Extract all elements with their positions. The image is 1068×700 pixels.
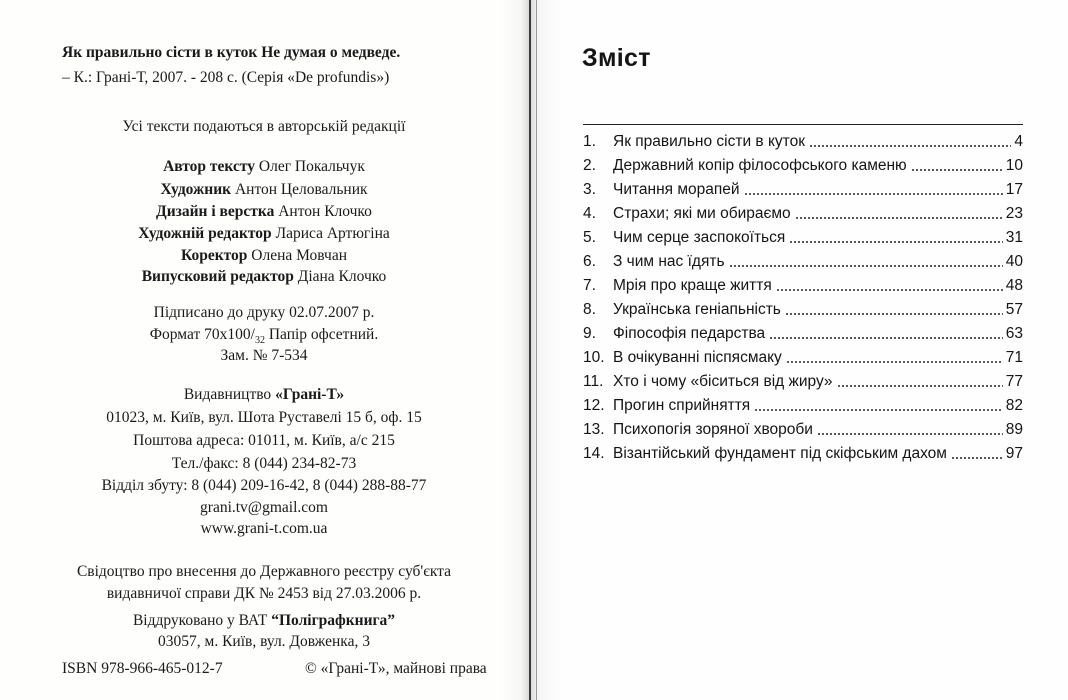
imprint-page — [0, 0, 528, 700]
publication-line: – К.: Грані-Т, 2007. - 208 с. (Серія «De profundis») — [62, 69, 390, 86]
credit-artist: Художник Антон Целовальник — [160, 181, 368, 198]
toc-dot-leader — [837, 385, 1003, 387]
toc-dot-leader — [776, 289, 1003, 291]
order-number: Зам. № 7-534 — [220, 347, 308, 364]
signed-date: Підписано до друку 02.07.2007 р. — [153, 304, 375, 321]
toc-dot-leader — [817, 433, 1003, 435]
certificate-line-2: видавничої справи ДК № 2453 від 27.03.2006 р. — [106, 585, 422, 602]
copyright: © «Грані-Т», майнові права — [305, 660, 487, 677]
credit-design: Дизайн і верстка Антон Клочко — [156, 203, 372, 220]
toc-entry: 3. Читання морапей 17 — [583, 181, 1023, 198]
toc-entry: 6. З чим нас їдять 40 — [583, 253, 1023, 270]
toc-dot-leader — [809, 145, 1011, 147]
gutter-fold-line-secondary — [536, 0, 537, 700]
credit-art-editor: Художній редактор Лариса Артюгіна — [138, 225, 390, 242]
printer-address: 03057, м. Київ, вул. Довженка, 3 — [158, 633, 370, 650]
email: grani.tv@gmail.com — [200, 499, 328, 516]
toc-entry: 4. Страхи; які ми обираємо 23 — [583, 205, 1023, 222]
toc-entry: 10. В очікуванні піспясмаку 71 — [583, 349, 1023, 366]
toc-entry: 5. Чим серце заспокоїться 31 — [583, 229, 1023, 246]
toc-title: Зміст — [582, 44, 651, 72]
format-line: Формат $70х100/_{32}$ Папір офсетний. — [149, 326, 379, 346]
isbn: ISBN 978-966-465-012-7 — [62, 660, 223, 677]
toc-dot-leader — [795, 217, 1003, 219]
editorial-note: Усі тексти подаються в авторській редакції — [122, 118, 406, 135]
website: www.grani-t.com.ua — [200, 520, 328, 537]
gutter-fold-line — [529, 0, 531, 700]
toc-divider — [583, 124, 1023, 125]
toc-entry: 7. Мрія про краще життя 48 — [583, 277, 1023, 294]
toc-entry: 11. Хто і чому «біситься від жиру» 77 — [583, 373, 1023, 390]
book-title: Як правильно сісти в куток Не думая о медведе. — [62, 44, 401, 61]
toc-dot-leader — [951, 457, 1003, 459]
toc-entry: 2. Державний копір філософського каменю 10 — [583, 157, 1023, 174]
toc-entry: 8. Українська геніапьність 57 — [583, 301, 1023, 318]
toc-entry: 12. Прогин сприйняття 82 — [583, 397, 1023, 414]
toc-dot-leader — [729, 265, 1003, 267]
credit-release-editor: Випусковий редактор Діана Клочко — [141, 268, 387, 285]
publisher-address: 01023, м. Київ, вул. Шота Руставелі 15 б, оф. 15 — [106, 409, 422, 426]
phone-fax: Тел./факс: 8 (044) 234-82-73 — [171, 455, 357, 472]
toc-dot-leader — [789, 241, 1003, 243]
toc-entry: 1. Як правильно сісти в куток 4 — [583, 133, 1023, 150]
sales-department: Відділ збуту: 8 (044) 209-16-42, 8 (044) 288-88-77 — [101, 477, 427, 494]
credit-author: Автор тексту Олег Покальчук — [163, 158, 365, 175]
toc-entry: 9. Фіпософія педарства 63 — [583, 325, 1023, 342]
toc-dot-leader — [769, 337, 1003, 339]
toc-entry: 13. Психопогія зоряної хвороби 89 — [583, 421, 1023, 438]
printed-by: Віддруковано у ВАТ “Поліграфкнига” — [132, 612, 396, 629]
certificate-line-1: Свідоцтво про внесення до Державного реєстру суб'єкта — [76, 563, 452, 580]
credit-proofreader: Коректор Олена Мовчан — [180, 247, 347, 264]
toc-dot-leader — [754, 409, 1003, 411]
toc-dot-leader — [785, 313, 1003, 315]
toc-entry: 14. Візантійський фундамент під скіфським дахом 97 — [583, 445, 1023, 462]
toc-dot-leader — [744, 193, 1003, 195]
postal-address: Поштова адреса: 01011, м. Київ, а/с 215 — [133, 432, 395, 449]
toc-dot-leader — [911, 169, 1003, 171]
publisher-name: Видавництво «Грані-Т» — [183, 386, 345, 403]
toc-dot-leader — [786, 361, 1003, 363]
